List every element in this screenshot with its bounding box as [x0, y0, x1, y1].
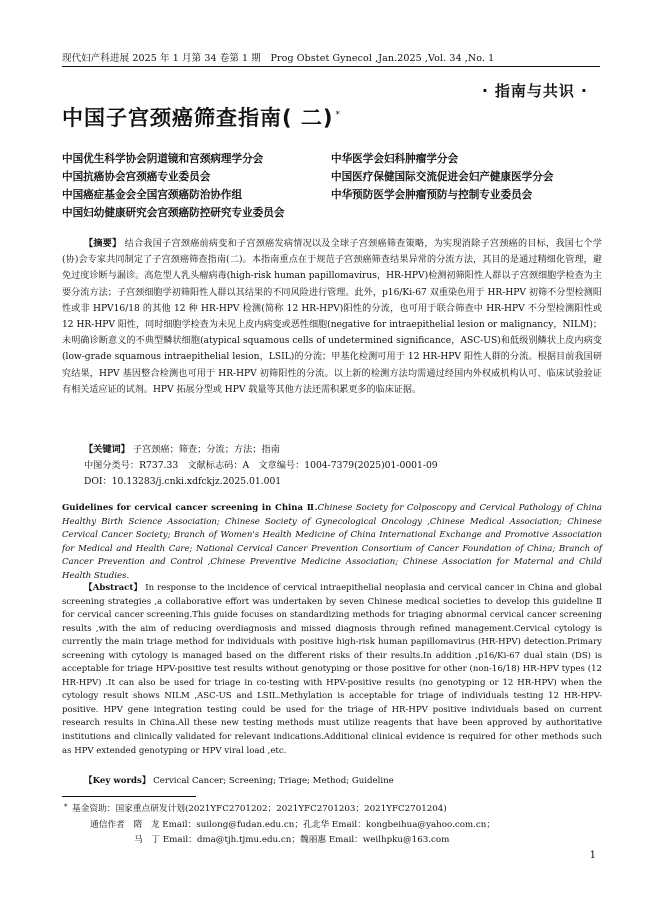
footnote-funding: 基金资助：国家重点研发计划(2021YFC2701202；2021YFC2701203；2021YFC2701204) — [72, 804, 447, 814]
section-dot-right: · — [580, 81, 588, 100]
author-org: 中华预防医学会肿瘤预防与控制专业委员会 — [331, 189, 533, 201]
footnote-correspondence: 通信作者 隋 龙 Email：suilong@fudan.edu.cn；孔北华 Email：kongbeihua@yahoo.com.cn； — [90, 819, 496, 830]
keywords-en-label: 【Key words】 — [84, 776, 151, 786]
abstract-en-text: In response to the incidence of cervical intraepithelial neoplasia and cervical cancer in China and global screening strategies ,a collaborative effort was undertaken by seven Chinese medical societies to develop this guideline Ⅱ for cervical cancer screening.This guide focuses on standardizing methods for triaging abnormal cervical cancer screening results ,with the aim of reducing overdiagnosis and missed diagnosis through refined management.Cervical cytology is currently the main triage method for individuals with positive high-risk human papillomavirus (HR-HPV) detection.Primary screening with cytology is managed based on the different risks of their results.In addition ,p16/Ki-67 dual stain (DS) is acceptable for triage HPV-positive test results without genotyping or those positive for other (non-16/18) HR-HPV types (12 HR-HPV) .It can also be used for triage in co-testing with HPV-positive results (no genotyping or 12 HR-HPV) when the cytology result shows NILM ,ASC-US and LSIL.Methylation is acceptable for triage of individuals testing 12 HR-HPV-positive. HPV gene integration testing could be used for the triage of HR-HPV positive individuals based on current research results in China.All these new testing methods must utilize reagents that have been approved by authoritative institutions and clinically validated for relevant indications.Additional clinical evidence is required for other methods such as HPV extended genotyping or HPV viral load ,etc. — [62, 583, 603, 756]
section-tag-label: 指南与共识 — [494, 82, 575, 100]
author-org: 中国优生科学协会阴道镜和宫颈病理学分会 — [62, 153, 264, 165]
abstract-cn-text: 结合我国子宫颈癌前病变和子宫颈癌发病情况以及全球子宫颈癌筛查策略，为实现消除子宫颈癌的目标，我国七个学(协)会专家共同制定了子宫颈癌筛查指南(二)。本指南重点在于规范子宫颈癌筛查结果异常的分流方法，其目的是通过精细化管理，避免过度诊断与漏诊。高危型人乳头瘤病毒(high-risk human papillomavirus，HR-HPV)检测初筛阳性人群以子宫颈细胞学检查为主要分流方法；子宫颈细胞学初筛阳性人群以其结果的不同风险进行管理。此外，p16/Ki-67 双重染色用于 HR-HPV 初筛不分型检测阳性或非 HPV16/18 的其他 12 种 HR-HPV 检测(简称 12 HR-HPV)阳性的分流，也可用于联合筛查中 HR-HPV 不分型检测阳性或 12 HR-HPV 阳性，同时细胞学检查为未见上皮内病变或恶性细胞(negative for intraepithelial lesion or malignancy，NILM)；未明确诊断意义的不典型鳞状细胞(atypical squamous cells of undetermined significance，ASC-US)和低级别鳞状上皮内病变(low-grade squamous intraepithelial lesion，LSIL)的分流；甲基化检测可用于 12 HR-HPV 阳性人群的分流。根据目前我国研究结果，HPV 基因整合检测也可用于 HR-HPV 初筛阳性的分流。以上新的检测方法均需通过经国内外权威机构认可、临床试验验证有相关适应证的试剂。HPV 拓展分型或 HPV 载量等其他方法还需积累更多的临床证据。 — [62, 239, 602, 395]
keywords-en-text: Cervical Cancer; Screening; Triage; Method; Guideline — [153, 776, 394, 786]
keywords-cn-label: 【关键词】 — [84, 444, 130, 455]
english-title-block — [62, 502, 602, 584]
author-org: 中国抗癌协会宫颈癌专业委员会 — [62, 171, 211, 183]
author-column-left — [62, 150, 332, 222]
section-tag — [476, 80, 594, 101]
abstract-en-label: 【Abstract】 — [84, 583, 143, 593]
running-header: 现代妇产科进展 2025 年 1 月第 34 卷第 1 期 Prog Obstet Gynecol ,Jan.2025 ,Vol. 34 ,No. 1 — [62, 53, 495, 64]
abstract-english — [62, 582, 602, 758]
footnote-star: * — [64, 803, 68, 811]
header-rule — [62, 66, 600, 67]
article-title-text: 中国子宫颈癌筛查指南( 二) — [62, 106, 334, 130]
keywords-english — [84, 774, 394, 788]
page-number: 1 — [589, 850, 596, 861]
keywords-chinese — [84, 442, 280, 458]
footnote-correspondence-cont: 马 丁 Email：dma@tjh.tjmu.edu.cn；魏丽惠 Email：weilhpku@163.com — [134, 835, 450, 845]
author-org: 中国医疗保健国际交流促进会妇产健康医学分会 — [331, 171, 554, 183]
article-title — [62, 102, 341, 132]
abstract-cn-label: 【摘要】 — [84, 239, 122, 249]
section-dot-left: · — [481, 81, 489, 100]
footnote — [64, 802, 496, 849]
author-org: 中华医学会妇科肿瘤学分会 — [331, 153, 459, 165]
keywords-cn-text: 子宫颈癌；筛查；分流；方法；指南 — [132, 444, 280, 455]
doi-line: DOI：10.13283/j.cnki.xdfckjz.2025.01.001 — [84, 476, 282, 487]
author-org: 中国妇幼健康研究会宫颈癌防控研究专业委员会 — [62, 207, 285, 219]
title-footnote-mark: * — [335, 110, 342, 120]
english-title: Guidelines for cervical cancer screening in China Ⅱ. — [62, 503, 318, 513]
english-authors: Chinese Society for Colposcopy and Cervical Pathology of China Healthy Birth Science Association; Chinese Society of Gynecological Oncology ,Chinese Medical Association; Chinese Cervical Cancer Society; Branch of Women's Health Medicine of China International Exchange and Promotive Association for Medical and Health Care; National Cervical Cancer Prevention Consortium of Cancer Foundation of China; Branch of Cancer Prevention and Control ,Chinese Preventive Medicine Association; Chinese Association for Maternal and Child Health Studies. — [62, 503, 602, 581]
footnote-rule — [62, 796, 196, 797]
author-org: 中国癌症基金会全国宫颈癌防治协作组 — [62, 189, 243, 201]
abstract-chinese — [62, 236, 602, 398]
author-column-right — [331, 150, 621, 204]
classification-line: 中图分类号：R737.33 文献标志码：A 文章编号：1004-7379(2025)01-0001-09 — [84, 460, 438, 471]
